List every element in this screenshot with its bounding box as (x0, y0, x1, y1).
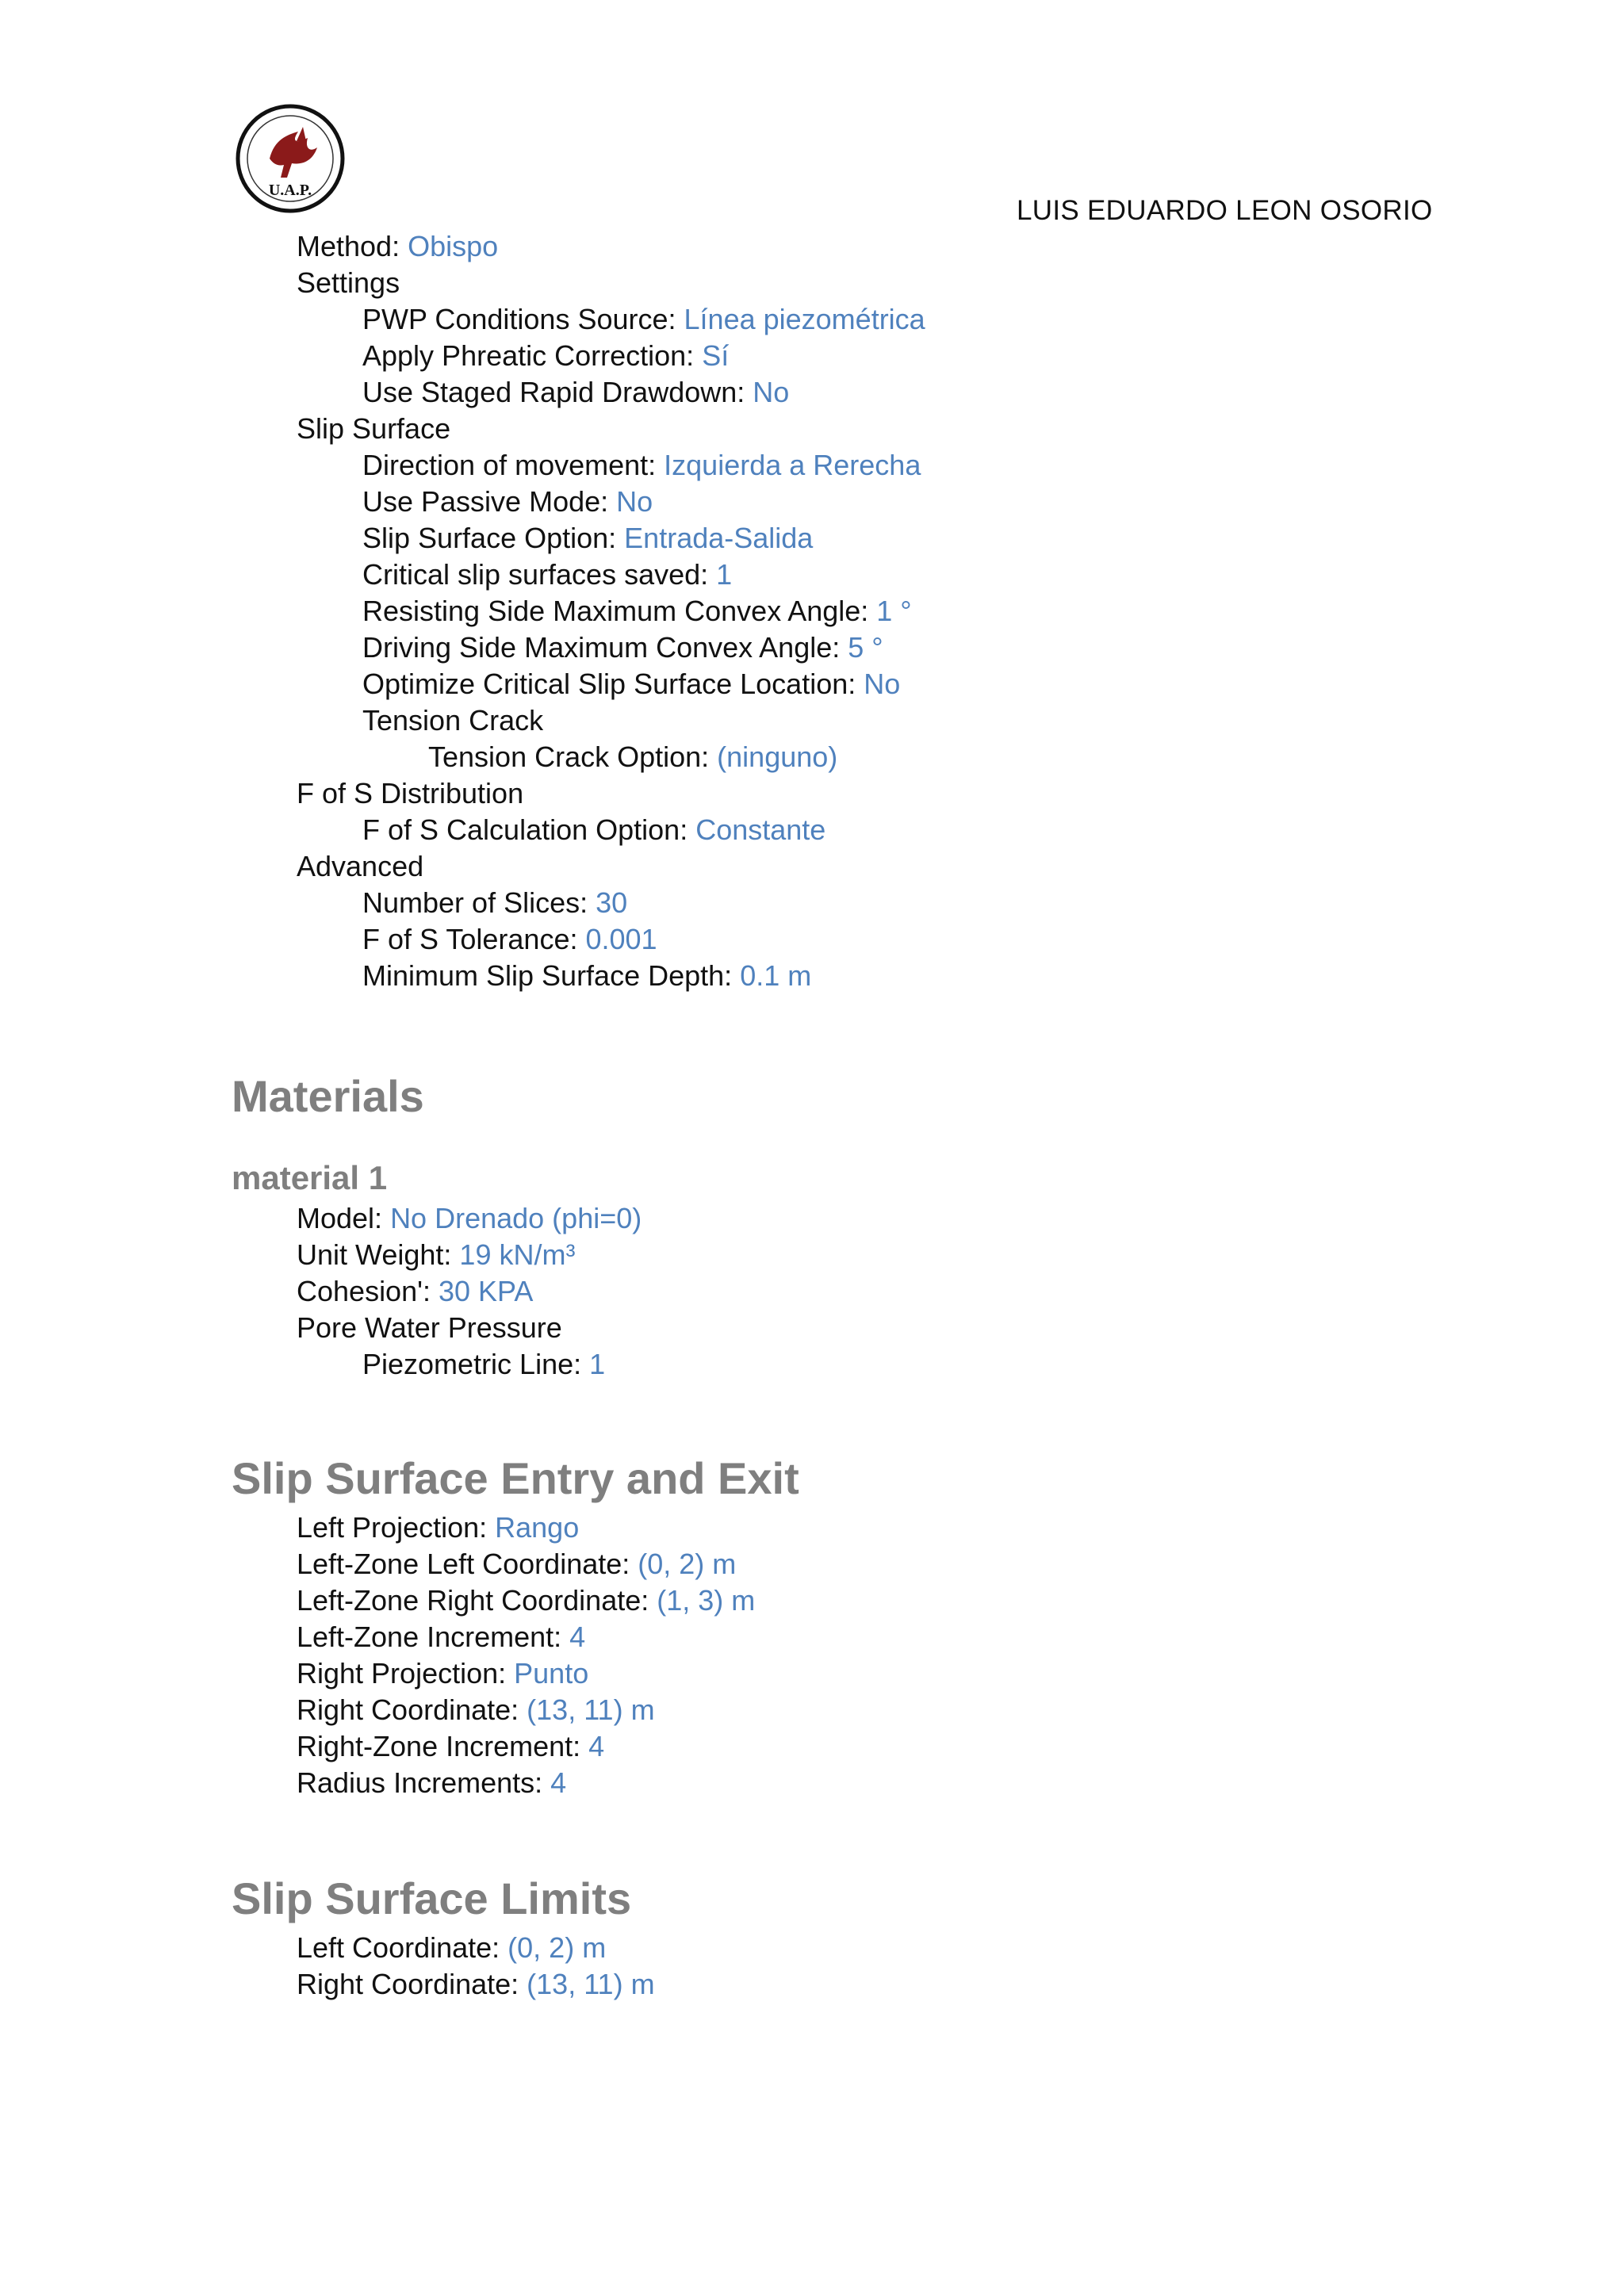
entry-exit-row: Left Projection: Rango (297, 1511, 580, 1544)
slip-surface-row: Optimize Critical Slip Surface Location: No (362, 668, 901, 700)
tension-crack-heading: Tension Crack (362, 704, 544, 737)
limits-row: Right Coordinate: (13, 11) m (297, 1968, 655, 2000)
entry-exit-row: Right-Zone Increment: 4 (297, 1730, 605, 1762)
svg-text:U.A.P.: U.A.P. (268, 182, 312, 199)
material-title: material 1 (232, 1159, 388, 1196)
pwp-heading: Pore Water Pressure (297, 1311, 562, 1344)
slip-surface-row: Driving Side Maximum Convex Angle: 5 ° (362, 631, 883, 664)
entry-exit-heading: Slip Surface Entry and Exit (232, 1453, 799, 1503)
slip-surface-heading: Slip Surface (297, 412, 451, 445)
slip-surface-row: Critical slip surfaces saved: 1 (362, 558, 733, 591)
entry-exit-row: Left-Zone Left Coordinate: (0, 2) m (297, 1548, 737, 1580)
tension-crack-row: Tension Crack Option: (ninguno) (428, 740, 838, 773)
method-row: Method: Obispo (297, 230, 499, 262)
advanced-row: Minimum Slip Surface Depth: 0.1 m (362, 959, 812, 992)
settings-heading: Settings (297, 266, 400, 299)
piezometric-line-row: Piezometric Line: 1 (362, 1348, 606, 1380)
advanced-row: F of S Tolerance: 0.001 (362, 923, 657, 955)
setting-row: Apply Phreatic Correction: Sí (362, 339, 730, 372)
setting-row: PWP Conditions Source: Línea piezométrica (362, 303, 925, 335)
advanced-row: Number of Slices: 30 (362, 886, 628, 919)
slip-surface-row: Slip Surface Option: Entrada-Salida (362, 522, 814, 554)
entry-exit-row: Left-Zone Increment: 4 (297, 1621, 586, 1653)
entry-exit-row: Right Coordinate: (13, 11) m (297, 1693, 655, 1726)
advanced-heading: Advanced (297, 850, 424, 882)
materials-heading: Materials (232, 1071, 424, 1121)
fos-calc-row: F of S Calculation Option: Constante (362, 813, 826, 846)
material-row: Cohesion': 30 KPA (297, 1275, 534, 1307)
author-name: LUIS EDUARDO LEON OSORIO (1017, 195, 1433, 226)
limits-heading: Slip Surface Limits (232, 1873, 632, 1923)
limits-row: Left Coordinate: (0, 2) m (297, 1931, 607, 1964)
slip-surface-row: Resisting Side Maximum Convex Angle: 1 ° (362, 595, 912, 627)
entry-exit-row: Radius Increments: 4 (297, 1766, 567, 1799)
entry-exit-row: Left-Zone Right Coordinate: (1, 3) m (297, 1584, 756, 1617)
slip-surface-row: Use Passive Mode: No (362, 485, 653, 518)
fos-distribution-heading: F of S Distribution (297, 777, 524, 809)
material-row: Model: No Drenado (phi=0) (297, 1202, 642, 1234)
university-logo (235, 103, 346, 214)
material-row: Unit Weight: 19 kN/m³ (297, 1238, 576, 1271)
entry-exit-row: Right Projection: Punto (297, 1657, 589, 1689)
slip-surface-row: Direction of movement: Izquierda a Rerecha (362, 449, 921, 481)
setting-row: Use Staged Rapid Drawdown: No (362, 376, 790, 408)
